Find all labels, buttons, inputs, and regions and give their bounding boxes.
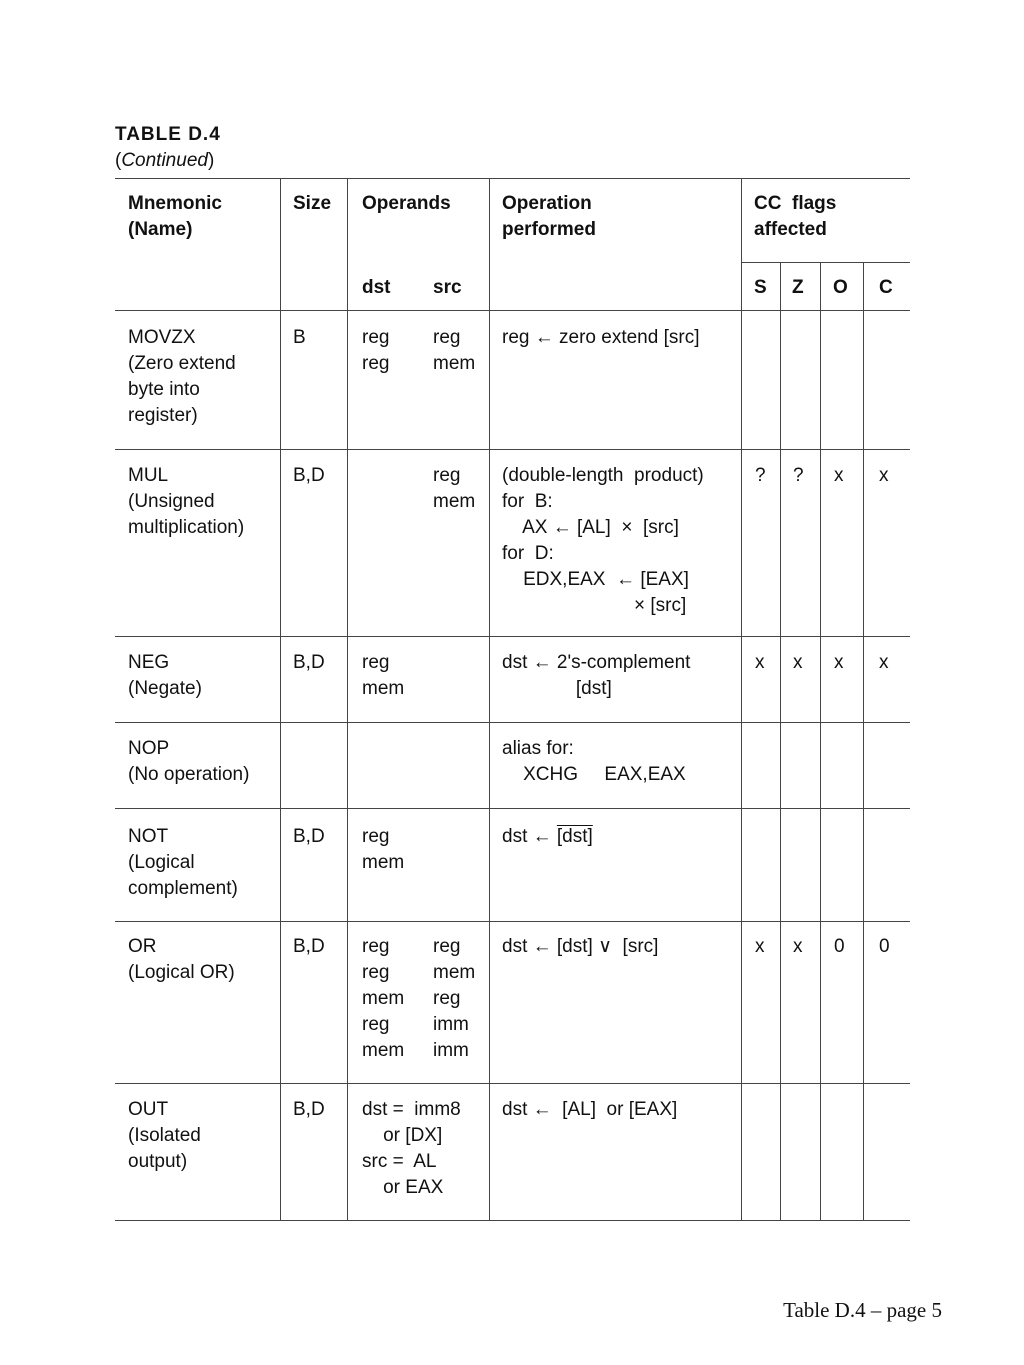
row-mul-src: reg mem xyxy=(433,465,476,512)
row-not-dst: reg mem xyxy=(362,826,405,873)
flag-column-divider xyxy=(863,262,864,1220)
row-movzx-src: reg mem xyxy=(433,327,476,374)
row-not-operation-complement: [dst] xyxy=(556,826,593,847)
table-caption xyxy=(115,122,221,174)
row-or-flag-c: 0 xyxy=(879,936,890,957)
header-operands: Operands xyxy=(362,193,451,214)
flag-column-divider xyxy=(820,262,821,1220)
header-flag-o: O xyxy=(833,277,848,298)
row-mul-mnemonic: MUL (Unsigned multiplication) xyxy=(128,465,245,538)
row-or-mnemonic: OR (Logical OR) xyxy=(128,936,235,983)
flags-subheader-rule xyxy=(741,262,910,263)
row-nop-operation: alias for: XCHG EAX,EAX xyxy=(502,738,686,785)
row-rule xyxy=(115,449,910,450)
row-rule xyxy=(115,921,910,922)
row-rule xyxy=(115,808,910,809)
header-mnemonic: Mnemonic (Name) xyxy=(128,193,222,240)
row-or-operation: dst ← [dst] ∨ [src] xyxy=(502,936,659,957)
header-operation: Operation performed xyxy=(502,193,596,240)
row-neg-operation: dst ← 2's-complement [dst] xyxy=(502,652,691,699)
row-not-size: B,D xyxy=(293,826,325,847)
table-title: TABLE D.4 xyxy=(115,124,221,145)
table-top-rule xyxy=(115,178,910,179)
row-or-flag-o: 0 xyxy=(834,936,845,957)
row-or-src: reg mem reg imm imm xyxy=(433,936,476,1061)
row-neg-flag-z: x xyxy=(793,652,803,673)
column-divider xyxy=(347,178,348,1220)
row-rule xyxy=(115,722,910,723)
row-neg-mnemonic: NEG (Negate) xyxy=(128,652,202,699)
row-not-operation xyxy=(502,824,593,850)
row-neg-flag-s: x xyxy=(755,652,765,673)
header-flag-c: C xyxy=(879,277,893,298)
row-mul-operation: (double-length product) for B: AX ← [AL] × [src] for D: EDX,EAX ← [EAX] × [src] xyxy=(502,465,704,616)
header-flag-s: S xyxy=(754,277,767,298)
row-movzx-size: B xyxy=(293,327,306,348)
table-subtitle: (Continued) xyxy=(115,150,215,171)
row-out-dst: dst = imm8 or [DX] src = AL or EAX xyxy=(362,1099,461,1198)
row-mul-flag-c: x xyxy=(879,465,889,486)
row-neg-size: B,D xyxy=(293,652,325,673)
column-divider xyxy=(489,178,490,1220)
header-src: src xyxy=(433,277,462,298)
row-nop-mnemonic: NOP (No operation) xyxy=(128,738,250,785)
row-rule xyxy=(115,1083,910,1084)
row-movzx-dst: reg reg xyxy=(362,327,390,374)
header-size: Size xyxy=(293,193,332,214)
row-out-mnemonic: OUT (Isolated output) xyxy=(128,1099,201,1172)
row-neg-flag-c: x xyxy=(879,652,889,673)
header-flag-z: Z xyxy=(792,277,804,298)
header-bottom-rule xyxy=(115,310,910,311)
row-neg-flag-o: x xyxy=(834,652,844,673)
flag-column-divider xyxy=(780,262,781,1220)
row-or-dst: reg reg mem reg mem xyxy=(362,936,405,1061)
page-footer: Table D.4 – page 5 xyxy=(783,1298,942,1322)
table-bottom-rule xyxy=(115,1220,910,1221)
row-out-size: B,D xyxy=(293,1099,325,1120)
row-or-size: B,D xyxy=(293,936,325,957)
row-movzx-operation: reg ← zero extend [src] xyxy=(502,327,700,348)
row-or-flag-s: x xyxy=(755,936,765,957)
row-neg-dst: reg mem xyxy=(362,652,405,699)
row-mul-flag-o: x xyxy=(834,465,844,486)
row-mul-size: B,D xyxy=(293,465,325,486)
row-or-flag-z: x xyxy=(793,936,803,957)
row-mul-flag-s: ? xyxy=(755,465,766,486)
row-mul-flag-z: ? xyxy=(793,465,804,486)
row-not-mnemonic: NOT (Logical complement) xyxy=(128,826,238,899)
column-divider xyxy=(741,178,742,1220)
header-dst: dst xyxy=(362,277,391,298)
row-out-operation: dst ← [AL] or [EAX] xyxy=(502,1099,678,1120)
row-rule xyxy=(115,636,910,637)
column-divider xyxy=(280,178,281,1220)
header-cc-flags: CC flags affected xyxy=(754,193,837,240)
row-movzx-mnemonic: MOVZX (Zero extend byte into register) xyxy=(128,327,236,426)
row-not-operation-prefix: dst ← xyxy=(502,826,557,847)
